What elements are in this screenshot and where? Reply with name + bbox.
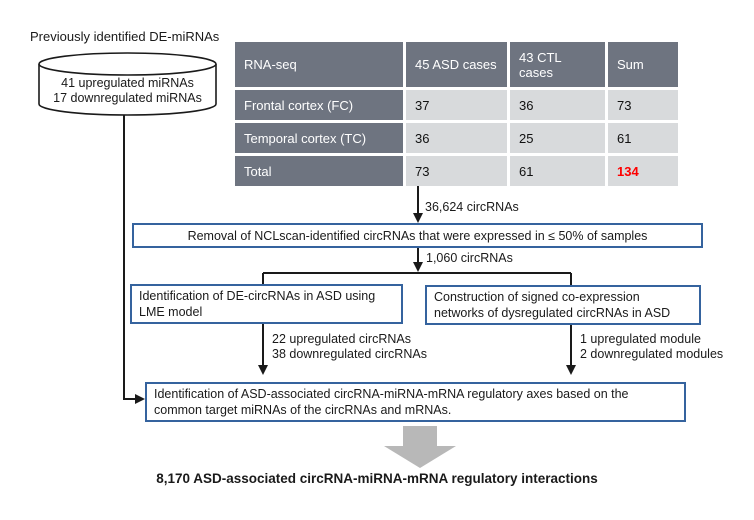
de-circrna-box: Identification of DE-circRNAs in ASD using LME model: [130, 284, 403, 324]
table-cell: 73: [608, 90, 678, 120]
removal-step-box: Removal of NCLscan-identified circRNAs that were expressed in ≤ 50% of samples: [132, 223, 703, 248]
table-header-asd-cases: 45 ASD cases: [406, 42, 507, 87]
upregulated-mirnas-label: 41 upregulated miRNAs: [61, 76, 194, 90]
regulatory-axes-box: Identification of ASD-associated circRNA-miRNA-mRNA regulatory axes based on the common target miRNAs of the circRNAs and mRNAs.: [145, 382, 686, 422]
coexpression-network-box: Construction of signed co-expression networks of dysregulated circRNAs in ASD: [425, 285, 701, 325]
table-rowlabel-fc: Frontal cortex (FC): [235, 90, 403, 120]
table-cell: 36: [510, 90, 605, 120]
table-cell: 37: [406, 90, 507, 120]
upregulated-module-label: 1 upregulated module: [580, 332, 701, 346]
final-result-text: 8,170 ASD-associated circRNA-miRNA-mRNA regulatory interactions: [156, 471, 598, 486]
circrna-count-label-1: 36,624 circRNAs: [425, 200, 519, 214]
mirna-counts: [37, 76, 218, 106]
table-header-sum: Sum: [608, 42, 678, 87]
downregulated-mirnas-label: 17 downregulated miRNAs: [53, 91, 202, 105]
block-arrow-down-icon: [384, 426, 456, 468]
table-rowlabel-total: Total: [235, 156, 403, 186]
table-rowlabel-tc: Temporal cortex (TC): [235, 123, 403, 153]
table-cell: 61: [608, 123, 678, 153]
de-circrna-results: [272, 332, 427, 362]
table-cell: 73: [406, 156, 507, 186]
table-header-ctl-cases: 43 CTL cases: [510, 42, 605, 87]
table-header-rnaseq: RNA-seq: [235, 42, 403, 87]
upregulated-circrnas-label: 22 upregulated circRNAs: [272, 332, 411, 346]
network-module-results: [580, 332, 723, 362]
rnaseq-sample-table: [235, 42, 678, 186]
downregulated-modules-label: 2 downregulated modules: [580, 347, 724, 361]
table-cell: 61: [510, 156, 605, 186]
circrna-count-label-2: 1,060 circRNAs: [426, 251, 513, 265]
downregulated-circrnas-label: 38 downregulated circRNAs: [272, 347, 427, 361]
table-cell-total-sum-highlight: 134: [608, 156, 678, 186]
table-cell: 36: [406, 123, 507, 153]
previous-demirnas-heading: Previously identified DE-miRNAs: [30, 29, 220, 44]
table-cell: 25: [510, 123, 605, 153]
